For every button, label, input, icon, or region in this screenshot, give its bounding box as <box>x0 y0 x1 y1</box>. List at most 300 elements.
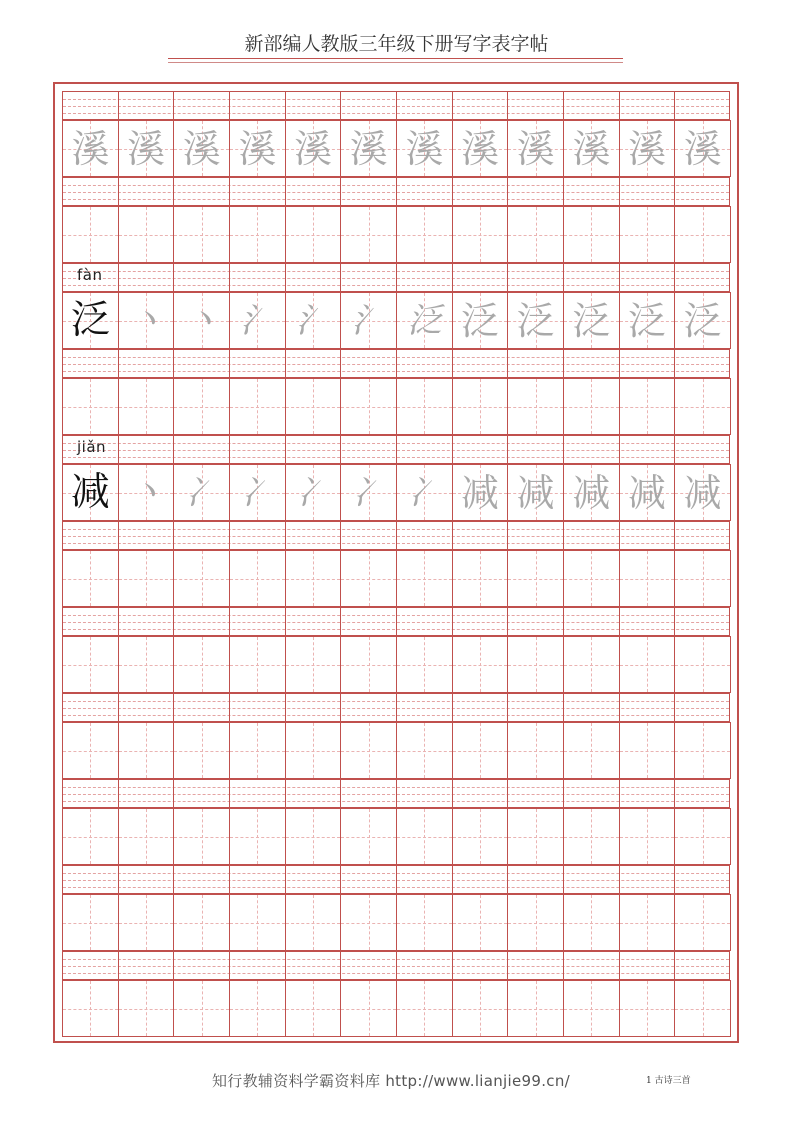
tianzige-cell[interactable] <box>507 722 564 779</box>
tianzige-cell[interactable] <box>62 464 119 521</box>
cell-horizontal-guide <box>230 923 285 924</box>
pinyin-divider <box>619 436 620 463</box>
pinyin-divider <box>452 264 453 291</box>
practice-row <box>62 91 730 177</box>
tianzige-cell[interactable] <box>118 722 175 779</box>
tianzige-cell[interactable] <box>62 378 119 435</box>
cell-horizontal-guide <box>453 751 508 752</box>
pinyin-divider <box>118 178 119 205</box>
cell-horizontal-guide <box>620 751 675 752</box>
tianzige-cell[interactable] <box>563 292 620 349</box>
tianzige-cell[interactable] <box>62 206 119 263</box>
tianzige-cell[interactable] <box>396 636 453 693</box>
stroke-order-step: 氵 <box>295 300 330 341</box>
tianzige-cell[interactable] <box>619 722 676 779</box>
pinyin-divider <box>507 694 508 721</box>
tianzige-cell[interactable] <box>229 206 286 263</box>
pinyin-divider <box>507 522 508 549</box>
trace-character: 减 <box>516 470 555 515</box>
cell-horizontal-guide <box>453 407 508 408</box>
tianzige-cell[interactable] <box>563 636 620 693</box>
trace-character: 泛 <box>516 298 555 343</box>
pinyin-divider <box>118 350 119 377</box>
tianzige-cell[interactable] <box>285 550 342 607</box>
cell-horizontal-guide <box>341 407 396 408</box>
tianzige-cell[interactable] <box>674 550 731 607</box>
pinyin-divider <box>340 608 341 635</box>
cell-horizontal-guide <box>564 1009 619 1010</box>
pinyin-divider <box>674 436 675 463</box>
pinyin-band <box>62 779 730 808</box>
tianzige-cell[interactable] <box>229 464 286 521</box>
cell-horizontal-guide <box>564 751 619 752</box>
pinyin-divider <box>396 952 397 979</box>
tianzige-cell[interactable] <box>173 980 230 1037</box>
pinyin-divider <box>452 952 453 979</box>
pinyin-divider <box>396 178 397 205</box>
tianzige-cell[interactable] <box>229 980 286 1037</box>
pinyin-divider <box>507 780 508 807</box>
pinyin-divider <box>674 694 675 721</box>
pinyin-divider <box>173 866 174 893</box>
tianzige-cell[interactable] <box>674 722 731 779</box>
pinyin-divider <box>173 178 174 205</box>
pinyin-label: fàn <box>77 266 103 284</box>
trace-character: 溪 <box>71 126 110 171</box>
cell-horizontal-guide <box>564 407 619 408</box>
cell-horizontal-guide <box>119 407 174 408</box>
practice-sheet <box>53 82 739 1043</box>
tianzige-cell[interactable] <box>229 722 286 779</box>
cell-horizontal-guide <box>564 235 619 236</box>
cell-horizontal-guide <box>174 579 229 580</box>
tianzige-cell[interactable] <box>507 206 564 263</box>
tianzige-cell[interactable] <box>674 120 731 177</box>
cell-horizontal-guide <box>675 923 730 924</box>
trace-character: 泛 <box>683 298 722 343</box>
tianzige-cell[interactable] <box>619 980 676 1037</box>
pinyin-band <box>62 521 730 550</box>
tianzige-cell[interactable] <box>118 464 175 521</box>
tianzige-cell[interactable] <box>507 464 564 521</box>
stroke-order-step: 氵 <box>240 300 275 341</box>
pinyin-divider <box>619 350 620 377</box>
cell-horizontal-guide <box>174 407 229 408</box>
cell-horizontal-guide <box>564 837 619 838</box>
pinyin-divider <box>285 608 286 635</box>
tianzige-cell[interactable] <box>396 980 453 1037</box>
practice-row <box>62 607 730 693</box>
stroke-order-step: 丶 <box>128 300 163 341</box>
cell-horizontal-guide <box>620 1009 675 1010</box>
tianzige-cell[interactable] <box>229 894 286 951</box>
cell-horizontal-guide <box>63 923 118 924</box>
title-underline-secondary <box>168 62 623 63</box>
footer-page-label: 1 古诗三首 <box>646 1076 691 1086</box>
cell-horizontal-guide <box>397 923 452 924</box>
tianzige-cell[interactable] <box>619 206 676 263</box>
pinyin-divider <box>118 694 119 721</box>
pinyin-divider <box>507 952 508 979</box>
stroke-order-step: 冫 <box>295 472 330 513</box>
tianzige-cell[interactable] <box>396 722 453 779</box>
tianzige-cell[interactable] <box>396 550 453 607</box>
pinyin-divider <box>674 522 675 549</box>
title-underline <box>168 58 623 59</box>
tianzige-cell[interactable] <box>452 980 509 1037</box>
practice-row <box>62 865 730 951</box>
cell-horizontal-guide <box>564 665 619 666</box>
tianzige-cell[interactable] <box>340 808 397 865</box>
model-character: 泛 <box>70 298 110 343</box>
tianzige-cell[interactable] <box>674 206 731 263</box>
pinyin-divider <box>340 780 341 807</box>
tianzige-cell[interactable] <box>507 292 564 349</box>
tianzige-cell[interactable] <box>507 120 564 177</box>
cell-horizontal-guide <box>675 579 730 580</box>
pinyin-divider <box>619 952 620 979</box>
tianzige-cell[interactable] <box>340 550 397 607</box>
pinyin-divider <box>619 780 620 807</box>
tianzige-cell[interactable] <box>563 464 620 521</box>
pinyin-divider <box>285 264 286 291</box>
pinyin-divider <box>674 350 675 377</box>
cell-horizontal-guide <box>286 923 341 924</box>
pinyin-divider <box>118 866 119 893</box>
cell-horizontal-guide <box>675 407 730 408</box>
tianzige-cell[interactable] <box>62 894 119 951</box>
tianzige-cell[interactable] <box>674 808 731 865</box>
cell-horizontal-guide <box>508 923 563 924</box>
tianzige-cell[interactable] <box>285 636 342 693</box>
pinyin-divider <box>173 436 174 463</box>
tianzige-cell[interactable] <box>285 808 342 865</box>
tianzige-cell[interactable] <box>173 120 230 177</box>
cell-horizontal-guide <box>230 579 285 580</box>
pinyin-divider <box>674 178 675 205</box>
tianzige-cell[interactable] <box>285 206 342 263</box>
pinyin-divider <box>340 694 341 721</box>
pinyin-band <box>62 951 730 980</box>
tianzige-cell[interactable] <box>619 550 676 607</box>
tianzige-cell[interactable] <box>229 120 286 177</box>
pinyin-divider <box>173 92 174 119</box>
tianzige-cell[interactable] <box>563 378 620 435</box>
pinyin-band <box>62 693 730 722</box>
pinyin-divider <box>229 264 230 291</box>
tianzige-cell[interactable] <box>674 292 731 349</box>
pinyin-divider <box>619 92 620 119</box>
tianzige-cell[interactable] <box>118 378 175 435</box>
tianzige-cell[interactable] <box>118 206 175 263</box>
pinyin-divider <box>452 92 453 119</box>
cell-horizontal-guide <box>119 579 174 580</box>
pinyin-divider <box>285 350 286 377</box>
tianzige-cell[interactable] <box>507 550 564 607</box>
pinyin-divider <box>396 264 397 291</box>
tianzige-cell[interactable] <box>62 120 119 177</box>
tianzige-cell[interactable] <box>285 464 342 521</box>
cell-horizontal-guide <box>397 665 452 666</box>
tianzige-cell[interactable] <box>340 636 397 693</box>
cell-horizontal-guide <box>675 235 730 236</box>
tianzige-cell[interactable] <box>229 292 286 349</box>
pinyin-divider <box>452 866 453 893</box>
tianzige-cell[interactable] <box>619 464 676 521</box>
pinyin-divider <box>619 866 620 893</box>
trace-character: 减 <box>460 470 499 515</box>
tianzige-cell[interactable] <box>173 808 230 865</box>
cell-horizontal-guide <box>230 837 285 838</box>
cell-horizontal-guide <box>119 235 174 236</box>
tianzige-cell[interactable] <box>452 808 509 865</box>
tianzige-cell[interactable] <box>340 292 397 349</box>
tianzige-cell[interactable] <box>173 894 230 951</box>
trace-character: 泛 <box>460 298 499 343</box>
tianzige-cell[interactable] <box>173 464 230 521</box>
cell-horizontal-guide <box>286 837 341 838</box>
pinyin-divider <box>229 350 230 377</box>
tianzige-cell[interactable] <box>452 206 509 263</box>
stroke-order-step: 冫 <box>407 472 442 513</box>
trace-character: 溪 <box>460 126 499 171</box>
tianzige-cell[interactable] <box>452 464 509 521</box>
tianzige-cell[interactable] <box>285 722 342 779</box>
tianzige-cell[interactable] <box>452 292 509 349</box>
practice-row <box>62 263 730 349</box>
cell-horizontal-guide <box>174 235 229 236</box>
cell-horizontal-guide <box>508 235 563 236</box>
tianzige-cell[interactable] <box>563 550 620 607</box>
pinyin-divider <box>229 522 230 549</box>
tianzige-cell[interactable] <box>619 894 676 951</box>
tianzige-cell[interactable] <box>285 120 342 177</box>
trace-character: 溪 <box>293 126 332 171</box>
tianzige-cell[interactable] <box>285 894 342 951</box>
pinyin-divider <box>507 608 508 635</box>
tianzige-cell[interactable] <box>507 894 564 951</box>
pinyin-divider <box>396 350 397 377</box>
tianzige-cell[interactable] <box>396 206 453 263</box>
pinyin-divider <box>173 522 174 549</box>
pinyin-divider <box>507 264 508 291</box>
tianzige-cell[interactable] <box>118 120 175 177</box>
pinyin-divider <box>619 178 620 205</box>
pinyin-divider <box>118 608 119 635</box>
tianzige-cell[interactable] <box>507 808 564 865</box>
tianzige-cell[interactable] <box>62 292 119 349</box>
tianzige-cell[interactable] <box>229 378 286 435</box>
tianzige-cell[interactable] <box>396 808 453 865</box>
tianzige-cell[interactable] <box>340 120 397 177</box>
model-character: 减 <box>70 470 110 515</box>
tianzige-cell[interactable] <box>674 894 731 951</box>
tianzige-cell[interactable] <box>62 722 119 779</box>
trace-character: 溪 <box>182 126 221 171</box>
tianzige-cell[interactable] <box>563 120 620 177</box>
pinyin-divider <box>396 780 397 807</box>
tianzige-cell[interactable] <box>396 292 453 349</box>
tianzige-cell[interactable] <box>507 980 564 1037</box>
pinyin-divider <box>229 436 230 463</box>
pinyin-divider <box>619 264 620 291</box>
pinyin-divider <box>229 952 230 979</box>
trace-character: 泛 <box>627 298 666 343</box>
tianzige-cell[interactable] <box>507 636 564 693</box>
tianzige-cell[interactable] <box>173 206 230 263</box>
tianzige-cell[interactable] <box>396 120 453 177</box>
cell-horizontal-guide <box>341 579 396 580</box>
cell-horizontal-guide <box>675 837 730 838</box>
cell-horizontal-guide <box>286 665 341 666</box>
trace-character: 溪 <box>683 126 722 171</box>
tianzige-cell[interactable] <box>452 894 509 951</box>
pinyin-divider <box>452 178 453 205</box>
trace-character: 溪 <box>627 126 666 171</box>
tianzige-cell[interactable] <box>118 808 175 865</box>
tianzige-cell[interactable] <box>118 894 175 951</box>
tianzige-cell[interactable] <box>340 722 397 779</box>
cell-horizontal-guide <box>397 837 452 838</box>
pinyin-divider <box>452 780 453 807</box>
tianzige-cell[interactable] <box>118 550 175 607</box>
tianzige-cell[interactable] <box>452 550 509 607</box>
tianzige-cell[interactable] <box>563 980 620 1037</box>
tianzige-cell[interactable] <box>619 120 676 177</box>
pinyin-label: jiǎn <box>77 438 107 456</box>
cell-horizontal-guide <box>564 579 619 580</box>
pinyin-band <box>62 177 730 206</box>
tianzige-cell[interactable] <box>674 980 731 1037</box>
pinyin-divider <box>563 350 564 377</box>
tianzige-cell[interactable] <box>118 980 175 1037</box>
cell-horizontal-guide <box>286 235 341 236</box>
stroke-order-step: 冫 <box>240 472 275 513</box>
tianzige-cell[interactable] <box>619 636 676 693</box>
pinyin-divider <box>229 178 230 205</box>
tianzige-cell[interactable] <box>340 378 397 435</box>
pinyin-divider <box>563 608 564 635</box>
tianzige-cell[interactable] <box>173 292 230 349</box>
practice-row <box>62 349 730 435</box>
cell-horizontal-guide <box>63 751 118 752</box>
tianzige-cell[interactable] <box>619 292 676 349</box>
tianzige-cell[interactable] <box>619 808 676 865</box>
tianzige-cell[interactable] <box>229 808 286 865</box>
tianzige-cell[interactable] <box>452 120 509 177</box>
tianzige-cell[interactable] <box>62 636 119 693</box>
trace-character: 减 <box>627 470 666 515</box>
pinyin-divider <box>118 780 119 807</box>
pinyin-divider <box>563 780 564 807</box>
tianzige-cell[interactable] <box>340 980 397 1037</box>
pinyin-divider <box>674 866 675 893</box>
cell-horizontal-guide <box>564 923 619 924</box>
cell-horizontal-guide <box>230 407 285 408</box>
tianzige-cell[interactable] <box>452 378 509 435</box>
trace-character: 泛 <box>572 298 611 343</box>
tianzige-cell[interactable] <box>396 464 453 521</box>
tianzige-cell[interactable] <box>285 980 342 1037</box>
tianzige-cell[interactable] <box>62 550 119 607</box>
tianzige-cell[interactable] <box>285 292 342 349</box>
tianzige-cell[interactable] <box>563 894 620 951</box>
pinyin-divider <box>340 92 341 119</box>
tianzige-cell[interactable] <box>674 378 731 435</box>
pinyin-divider <box>173 780 174 807</box>
practice-row <box>62 435 730 521</box>
tianzige-cell[interactable] <box>396 894 453 951</box>
tianzige-cell[interactable] <box>507 378 564 435</box>
tianzige-cell[interactable] <box>452 722 509 779</box>
tianzige-cell[interactable] <box>396 378 453 435</box>
cell-horizontal-guide <box>453 837 508 838</box>
tianzige-cell[interactable] <box>229 636 286 693</box>
pinyin-divider <box>452 436 453 463</box>
tianzige-cell[interactable] <box>452 636 509 693</box>
tianzige-cell[interactable] <box>173 378 230 435</box>
pinyin-divider <box>563 264 564 291</box>
pinyin-divider <box>563 694 564 721</box>
pinyin-divider <box>118 522 119 549</box>
tianzige-cell[interactable] <box>674 636 731 693</box>
pinyin-divider <box>563 436 564 463</box>
tianzige-cell[interactable] <box>340 464 397 521</box>
tianzige-cell[interactable] <box>118 636 175 693</box>
tianzige-cell[interactable] <box>173 550 230 607</box>
pinyin-divider <box>285 92 286 119</box>
cell-horizontal-guide <box>453 235 508 236</box>
pinyin-divider <box>173 350 174 377</box>
cell-horizontal-guide <box>341 1009 396 1010</box>
pinyin-divider <box>452 522 453 549</box>
tianzige-cell[interactable] <box>340 894 397 951</box>
tianzige-cell[interactable] <box>340 206 397 263</box>
cell-horizontal-guide <box>230 235 285 236</box>
tianzige-cell[interactable] <box>563 206 620 263</box>
pinyin-divider <box>285 178 286 205</box>
tianzige-cell[interactable] <box>674 464 731 521</box>
trace-character: 溪 <box>516 126 555 171</box>
tianzige-cell[interactable] <box>619 378 676 435</box>
pinyin-divider <box>118 264 119 291</box>
cell-horizontal-guide <box>341 923 396 924</box>
pinyin-divider <box>563 92 564 119</box>
tianzige-cell[interactable] <box>118 292 175 349</box>
tianzige-cell[interactable] <box>563 808 620 865</box>
pinyin-divider <box>229 608 230 635</box>
cell-horizontal-guide <box>63 407 118 408</box>
tianzige-cell[interactable] <box>563 722 620 779</box>
trace-character: 溪 <box>238 126 277 171</box>
pinyin-divider <box>340 952 341 979</box>
tianzige-cell[interactable] <box>173 722 230 779</box>
tianzige-cell[interactable] <box>285 378 342 435</box>
cell-horizontal-guide <box>119 1009 174 1010</box>
tianzige-cell[interactable] <box>173 636 230 693</box>
pinyin-divider <box>118 952 119 979</box>
pinyin-divider <box>118 92 119 119</box>
tianzige-cell[interactable] <box>62 980 119 1037</box>
cell-horizontal-guide <box>620 407 675 408</box>
pinyin-divider <box>507 92 508 119</box>
tianzige-cell[interactable] <box>62 808 119 865</box>
tianzige-cell[interactable] <box>229 550 286 607</box>
practice-row <box>62 521 730 607</box>
cell-horizontal-guide <box>453 665 508 666</box>
stroke-order-step: 冫 <box>351 472 386 513</box>
pinyin-divider <box>396 92 397 119</box>
